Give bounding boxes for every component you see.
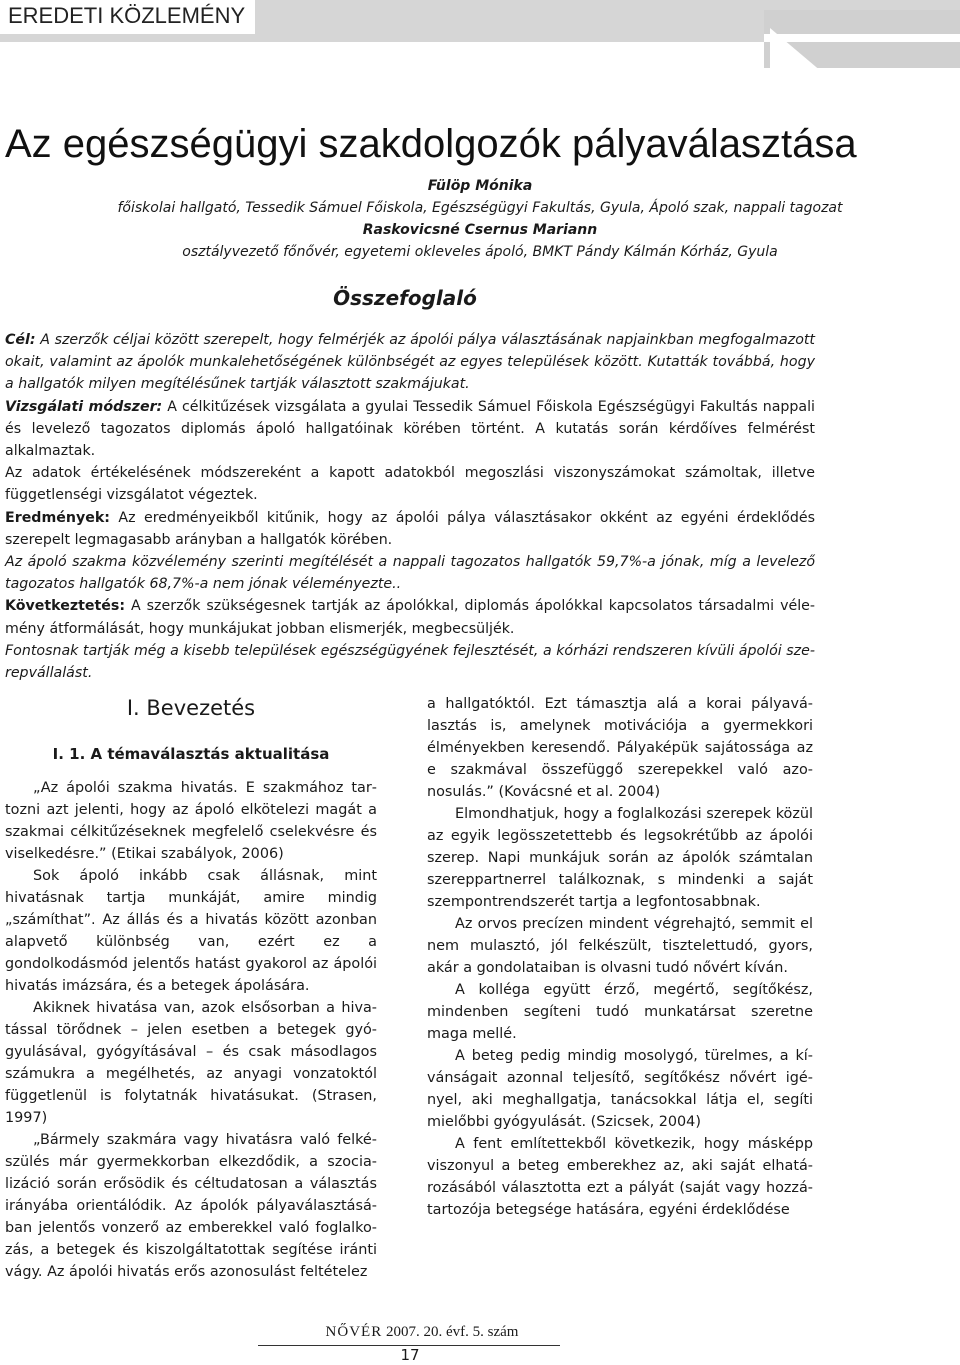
body-paragraph: A kolléga együtt érző, megértő, segítőkész, mindenben segíteni tudó munkatársat szeretne maga mellé. bbox=[427, 982, 813, 1042]
body-paragraph: „Az ápolói szakma hivatás. E szakmához tartozni azt jelenti, hogy az ápoló elkötelezi magát a szakmai célkitűzéseknek megfelelő cselekvésre és viselkedésre.” (Etikai szabályok, 2006) bbox=[5, 780, 377, 862]
abstract-label: Cél: bbox=[5, 332, 36, 348]
author-block bbox=[0, 175, 960, 263]
section-label: EREDETI KÖZLEMÉNY bbox=[0, 0, 255, 34]
body-paragraph: Sok ápoló inkább csak állásnak, mint hivatásnak tartja munkáját, amire mindig „számíthat”. Az állás és a hivatás között azonban alapvető különbség van, ezért ez a gondolkodásmód jelentős hatást gyakorol az ápolói hivatás imázsára, és a betegek ápolására. bbox=[5, 868, 377, 994]
corner-triangle-icon bbox=[770, 28, 830, 72]
article-title: Az egészségügyi szakdolgozók pályaválasztása bbox=[5, 122, 857, 166]
journal-issue: 2007. 20. évf. 5. szám bbox=[385, 1324, 519, 1340]
abstract-goal bbox=[5, 329, 815, 396]
abstract-text: Fontosnak tartják még a kisebb települések egészségügyének fejlesztését, a kórházi rendszeren kívüli ápolói szerepvállalást. bbox=[5, 642, 815, 682]
body-paragraph: A beteg pedig mindig mosolygó, türelmes, a kívánságait azonnal teljesítő, segítőkész nővért igényel, aki meghallgatja, tanácsokkal látja el, segíti mielőbbi gyógyulását. (Szicsek, 2004) bbox=[427, 1048, 813, 1130]
author-affiliation: osztályvezető főnővér, egyetemi okleveles ápoló, BMKT Pándy Kálmán Kórház, Gyula bbox=[182, 244, 778, 260]
body-paragraph: Akiknek hivatása van, azok elsősorban a hivatással törődnek – jelen esetben a betegek gyógyulásával, gyógyításával – és csak másodlagos számukra a megélhetés, az anyagi vonzatoktól függetlenül is folytatnák hivatásukat. (Strasen, 1997) bbox=[5, 1000, 377, 1126]
journal-name: NŐVÉR bbox=[325, 1324, 383, 1340]
body-paragraph: a hallgatóktól. Ezt támasztja alá a korai pályaválasztás is, amelynek motivációja a gyermekkori élményekben keresendő. Pályaképük sajátossága az e szakmával összefüggő szerepekkel való azonosulás.” (Kovácsné et al. 2004) bbox=[427, 696, 813, 800]
abstract-text: Az ápoló szakma közvélemény szerinti megítélését a nappali tagozatos hallgatók 59,7%-a jónak, míg a levelező tagozatos hallgatók 68,7%-a nem jónak véleményezte.. bbox=[5, 554, 815, 593]
page-number: 17 bbox=[400, 1346, 420, 1364]
body-paragraph: Elmondhatjuk, hogy a foglalkozási szerepek közül az egyik legösszetettebb és legsokrétűbb az ápolói szerep. Napi munkájuk során az ápolók számtalan szereppartnerrel találkoznak, s mindenki a saját szempontrendszerét tartja a legfontosabbnak. bbox=[427, 806, 813, 910]
abstract-text: A célkitűzések vizsgálata a gyulai Tessedik Sámuel Főiskola Egészségügyi Fakultás nappali és levelező tagozatos diplomás ápoló hallgatóinak körében történt. A kutatás során kérdőíves felmérést alkalmaztak. bbox=[5, 398, 815, 460]
abstract-heading: Összefoglaló bbox=[333, 286, 477, 310]
author-name: Fülöp Mónika bbox=[427, 178, 533, 194]
abstract-label: Eredmények: bbox=[5, 509, 110, 526]
abstract-text: Az adatok értékelésének módszereként a kapott adatokból megoszlási viszonyszámokat számoltak, illetve függetlenségi vizsgálatot végeztek. bbox=[5, 465, 815, 504]
body-column-left bbox=[5, 693, 377, 1283]
abstract-text: A szerzők céljai között szerepelt, hogy felmérjék az ápolói pálya választásának napjainkban megfogalmazott okait, valamint az ápolók munkalehetőségének különbségét az egyes települések között. Kutatták továbbá, hogy a hallgatók milyen megítélésűnek tartják választott szakmájukat. bbox=[5, 332, 815, 393]
body-paragraph: Az orvos precízen mindent végrehajtó, semmit el nem mulasztó, jól felkészült, tisztelettudó, gyors, akár a gondolataiban is olvasni tudó nővért kíván. bbox=[427, 916, 813, 976]
body-paragraph: A fent említettekből következik, hogy másképp viszonyul a beteg emberekhez az, aki saját elhatározásából választotta ezt a pályát (saját vagy hozzátartozója betegsége hatására, egyéni érdeklődése bbox=[427, 1136, 813, 1218]
journal-footer bbox=[282, 1322, 562, 1342]
abstract-method bbox=[5, 396, 815, 463]
subsection-title: I. 1. A témaválasztás aktualitása bbox=[52, 745, 330, 763]
abstract-label: Következtetés: bbox=[5, 598, 126, 615]
author-affiliation: főiskolai hallgató, Tessedik Sámuel Főiskola, Egészségügyi Fakultás, Gyula, Ápoló szak, nappali tagozat bbox=[117, 200, 843, 216]
section-title: I. Bevezetés bbox=[126, 696, 256, 720]
body-paragraph: „Bármely szakmára vagy hivatásra való felkészülés már gyermekkorban elkezdődik, a szocializáció során erősödik és céltudatosan a választás irányába orientálódik. Az ápolók pályaválasztásában jelentős vonzerő az emberekkel való foglalkozás, a betegek és kiszolgáltatottak segítése iránti vágy. Az ápolói hivatás erős azonosulást feltételez bbox=[5, 1132, 377, 1280]
abstract-text: A szerzők szükségesnek tartják az ápolókkal, diplomás ápolókkal kapcsolatos társadalmi vélemény átformálását, hogy munkájukat jobban elismerjék, megbecsüljék. bbox=[5, 598, 815, 637]
author-name: Raskovicsné Csernus Mariann bbox=[362, 222, 598, 238]
body-column-right bbox=[427, 693, 813, 1221]
abstract-conclusion bbox=[5, 595, 815, 639]
abstract bbox=[5, 329, 815, 684]
abstract-label: Vizsgálati módszer: bbox=[5, 398, 163, 415]
abstract-results bbox=[5, 507, 815, 551]
abstract-text: Az eredményeikből kitűnik, hogy az ápolói pálya választásakor okként az egyéni érdeklődés szerepelt legmagasabb arányban a hallgatók körében. bbox=[5, 509, 815, 548]
